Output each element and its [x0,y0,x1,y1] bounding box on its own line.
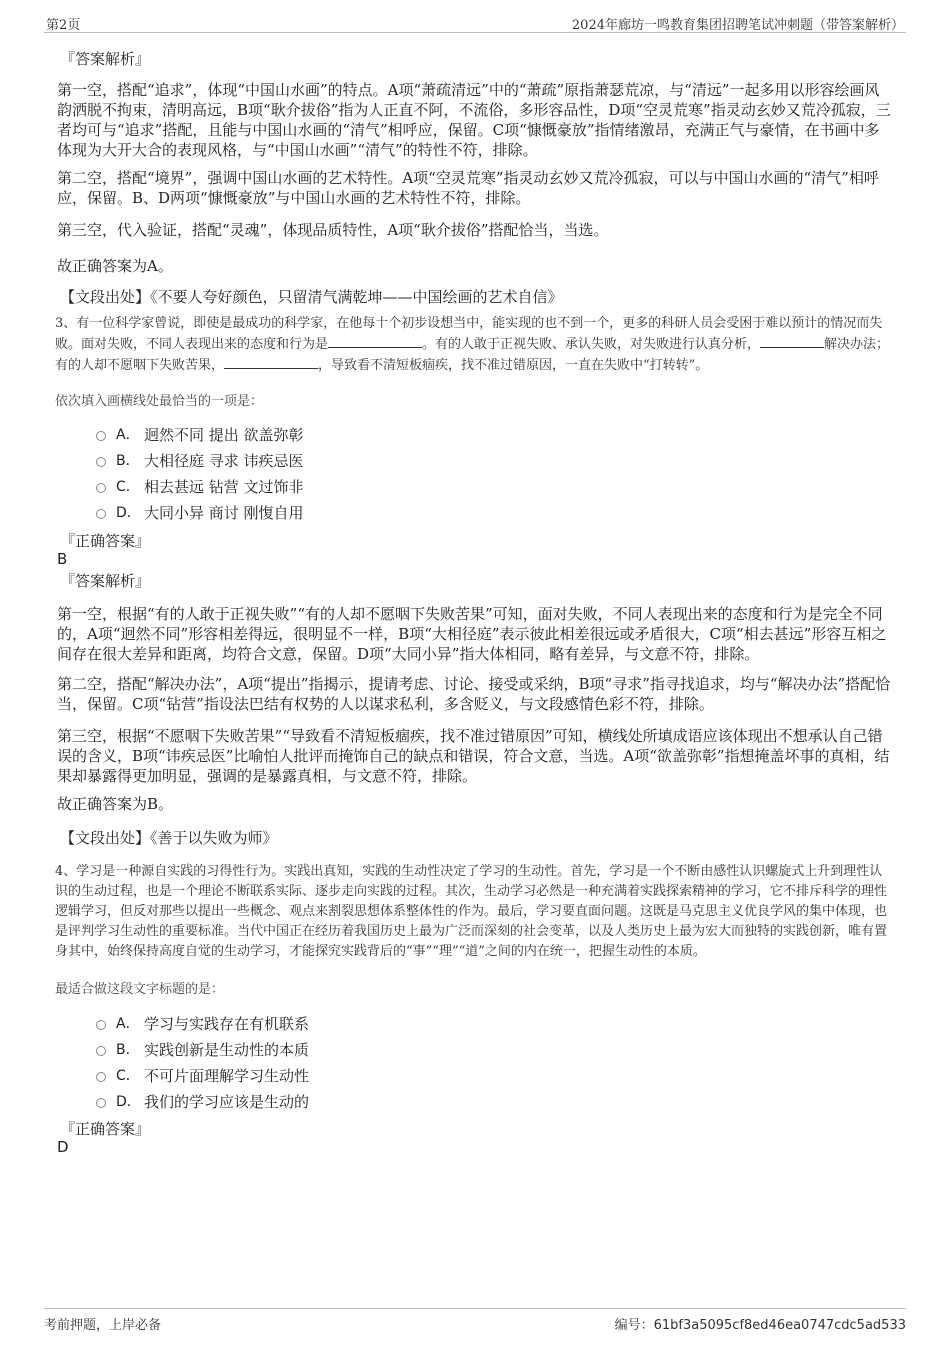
option-b[interactable]: B． 实践创新是生动性的本质 [96,1038,309,1060]
source-citation: 【文段出处】《不要人夸好颜色，只留清气满乾坤——中国绘画的艺术自信》 [60,288,563,306]
page-number: 第2页 [46,18,81,33]
analysis-label: 『答案解析』 [60,50,151,68]
question-stem: 3、有一位科学家曾说，即使是最成功的科学家，在他每十个初步设想当中，能实现的也不到一个，更多的科研人员会受困于难以预计的情况而失败。面对失败，不同人表现出来的态度和行为是 。有的人敢于正视失败、承认失败，对失败进行认真分析， 解决办法；有的人却不愿咽下失败苦果， ，导致看不清短板痼疾，找不准过错原因，一直在失败中“打转转”。 [55,316,890,373]
radio-icon[interactable] [96,1098,106,1108]
option-a[interactable]: A． 迥然不同 提出 欲盖弥彰 [96,423,304,445]
analysis-paragraph: 第三空，根据“不愿咽下失败苦果”“导致看不清短板痼疾，找不准过错原因”可知，横线处所填成语应该体现出不想承认自己错误的含义，B项“讳疾忌医”比喻怕人批评而掩饰自己的缺点和错误，符合文意，当选。A项“欲盖弥彰”指想掩盖坏事的真相，结果却暴露得更加明显，强调的是暴露真相，与文意不符，排除。 [57,727,890,785]
analysis-paragraph: 第二空，搭配“境界”，强调中国山水画的艺术特性。A项“空灵荒寒”指灵动玄妙又荒冷孤寂，可以与中国山水画的“清气”相呼应，保留。B、D两项“慷慨豪放”与中国山水画的艺术特性不符，排除。 [57,169,879,207]
answer-label: 『正确答案』 [60,1120,151,1138]
radio-icon[interactable] [96,1020,106,1030]
option-c[interactable]: C． 不可片面理解学习生动性 [96,1064,309,1086]
option-a[interactable]: A． 学习与实践存在有机联系 [96,1012,309,1034]
analysis-paragraph: 第三空，代入验证，搭配“灵魂”，体现品质特性，A项“耿介拔俗”搭配恰当，当选。 [57,221,609,239]
radio-icon[interactable] [96,457,106,467]
analysis-paragraph: 第一空，搭配“追求”，体现“中国山水画”的特点。A项“萧疏清远”中的“萧疏”原指萧瑟荒凉，与“清远”一起多用以形容绘画风韵洒脱不拘束，清明高远，B项“耿介拔俗”指为人正直不阿，不流俗，多形容品性，D项“空灵荒寒”指灵动玄妙又荒冷孤寂，三者均可与“追求”搭配，且能与中国山水画的“清气”相呼应，保留。C项“慷慨豪放”指情绪激昂，充满正气与豪情，在书画中多体现为大开大合的表现风格，与“中国山水画”“清气”的特性不符，排除。 [57,81,891,159]
document-code: 编号：61bf3a5095cf8ed46ea0747cdc5ad533 [614,1318,906,1333]
document-title: 2024年廊坊一鸣教育集团招聘笔试冲刺题（带答案解析） [571,18,904,33]
page-footer [44,1308,906,1333]
fill-blank [224,355,318,369]
correct-answer: B [57,550,68,568]
conclusion: 故正确答案为B。 [57,795,174,813]
source-citation: 【文段出处】《善于以失败为师》 [60,829,278,847]
question-stem: 4、学习是一种源自实践的习得性行为。实践出真知，实践的生动性决定了学习的生动性。首先，学习是一个不断由感性认识螺旋式上升到理性认识的生动过程，也是一个理论不断联系实际、逐步走向实践的过程。其次，生动学习必然是一种充满着实践探索精神的学习，它不排斥科学的理性逻辑学习，但反对那些以提出一些概念、观点来割裂思想体系整体性的作为。最后，学习要直面问题。这既是马克思主义优良学风的集中体现，也是评判学习生动性的重要标准。当代中国正在经历着我国历史上最为广泛而深刻的社会变革，以及人类历史上最为宏大而独特的实践创新，唯有置身其中，始终保持高度自觉的生动学习，才能探究实践背后的“事”“理”“道”之间的内在统一，把握生动性的本质。 [55,864,888,959]
question-prompt: 依次填入画横线处最恰当的一项是： [55,394,264,409]
option-d[interactable]: D． 大同小异 商讨 刚愎自用 [96,501,304,523]
radio-icon[interactable] [96,431,106,441]
radio-icon[interactable] [96,1046,106,1056]
option-b[interactable]: B． 大相径庭 寻求 讳疾忌医 [96,449,304,471]
page-header [44,12,906,33]
fill-blank [328,334,422,348]
option-d[interactable]: D． 我们的学习应该是生动的 [96,1090,309,1112]
analysis-label: 『答案解析』 [60,572,151,590]
footer-slogan: 考前押题，上岸必备 [44,1318,162,1333]
correct-answer: D [57,1138,69,1156]
conclusion: 故正确答案为A。 [57,257,173,275]
radio-icon[interactable] [96,1072,106,1082]
analysis-paragraph: 第二空，搭配“解决办法”，A项“提出”指揭示，提请考虑、讨论、接受或采纳，B项“寻求”指寻找追求，均与“解决办法”搭配恰当，保留。C项“钻营”指设法巴结有权势的人以谋求私利，多含贬义，与文段感情色彩不符，排除。 [57,675,891,713]
radio-icon[interactable] [96,483,106,493]
fill-blank [760,334,824,348]
analysis-paragraph: 第一空，根据“有的人敢于正视失败”“有的人却不愿咽下失败苦果”可知，面对失败，不同人表现出来的态度和行为是完全不同的，A项“迥然不同”形容相差得远，很明显不一样，B项“大相径庭”表示彼此相差很远或矛盾很大，C项“相去甚远”形容互相之间存在很大差异和距离，均符合文意，保留。D项“大同小异”指大体相同，略有差异，与文意不符，排除。 [57,605,887,663]
question-prompt: 最适合做这段文字标题的是： [55,982,225,997]
option-c[interactable]: C． 相去甚远 钻营 文过饰非 [96,475,304,497]
answer-label: 『正确答案』 [60,532,151,550]
radio-icon[interactable] [96,509,106,519]
